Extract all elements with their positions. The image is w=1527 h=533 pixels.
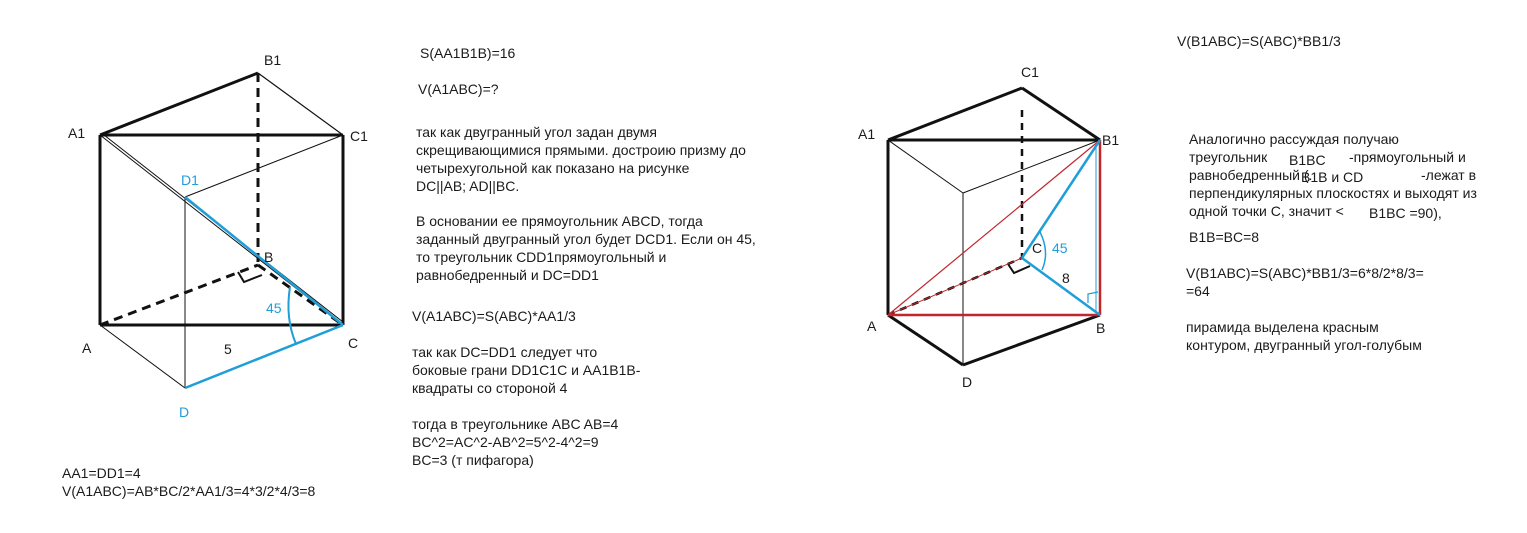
edge-b1-c1 — [258, 73, 343, 135]
r-label-angle-45: 45 — [1052, 240, 1068, 256]
blue-angle-arc — [288, 287, 296, 344]
p1-line-1: так как двугранный угол задан двумя — [416, 124, 657, 140]
edge-a-b-hidden — [100, 265, 258, 325]
r-line-2a: треугольник — [1189, 149, 1268, 165]
r-line-3a: равнобедренный (. — [1189, 167, 1313, 183]
p2-line-1: В основании ее прямоугольник ABCD, тогда — [416, 213, 703, 229]
r-line-3b: B1B и CD — [1301, 169, 1364, 185]
r-label-d: D — [962, 374, 973, 390]
r-line-2b: B1BC — [1289, 152, 1326, 168]
formula-a1abc: V(A1ABC)=S(ABC)*AA1/3 — [412, 308, 576, 324]
left-prism — [100, 73, 343, 388]
label-a1: A1 — [68, 125, 86, 141]
r-line-1: Аналогично рассуждая получаю — [1189, 131, 1399, 147]
edge-a-d — [100, 325, 185, 388]
label-b: B — [264, 249, 274, 265]
p3-line-3: квадраты со стороной 4 — [412, 380, 568, 396]
r-edge-d1-b1 — [963, 140, 1100, 193]
p4-line-1: тогда в треугольнике ABC AB=4 — [412, 416, 619, 432]
p1-line-3: четырехугольной как показано на рисунке — [416, 160, 690, 176]
r-line-4: перпендикулярных плоскостях и выходят из — [1189, 185, 1477, 201]
label-b1: B1 — [264, 52, 282, 68]
p3-line-2: боковые грани DD1C1C и AA1B1B- — [412, 362, 641, 378]
p3-line-1: так как DC=DD1 следует что — [412, 344, 598, 360]
r-eq: B1B=BC=8 — [1189, 229, 1260, 245]
r-formula: V(B1ABC)=S(ABC)*BB1/3 — [1177, 33, 1341, 49]
label-a: A — [82, 340, 92, 356]
r-label-c1: C1 — [1021, 64, 1039, 80]
r-vol-1: V(B1ABC)=S(ABC)*BB1/3=6*8/2*8/3= — [1186, 265, 1424, 281]
p2-line-3: то треугольник CDD1прямоугольный и — [416, 249, 667, 265]
right-prism — [888, 88, 1100, 365]
edge-d1-c1 — [185, 135, 343, 197]
r-edge-a1-d1 — [888, 140, 963, 193]
r-line-5a: одной точки C, значит < — [1189, 203, 1344, 219]
label-d1: D1 — [181, 172, 199, 188]
r-edge-c1-b1 — [1022, 88, 1100, 140]
r-line-3c: -лежат в — [1421, 167, 1477, 183]
r-edge-d-b — [963, 315, 1100, 365]
p4-line-2: BC^2=AC^2-AB^2=5^2-4^2=9 — [412, 434, 599, 450]
r-vol-2: =64 — [1186, 283, 1210, 299]
r-right-angle-mark — [1008, 264, 1030, 273]
p2-line-2: заданный двугранный угол будет DCD1. Если он 45, — [416, 231, 756, 247]
r-edge-a1-c1 — [888, 88, 1022, 140]
r-line-5b: B1BC =90), — [1369, 205, 1442, 221]
r-line-2c: -прямоугольный и — [1349, 149, 1466, 165]
p1-line-2: скрещивающимися прямыми. достроию призму до — [416, 142, 746, 158]
label-ac-length: 5 — [224, 341, 232, 357]
label-c: C — [348, 335, 359, 351]
r-label-b: B — [1096, 320, 1106, 336]
r-edge-a-d — [888, 315, 963, 365]
r-label-a: A — [867, 318, 877, 334]
r-note-1: пирамида выделена красным — [1186, 319, 1379, 335]
red-a-c — [888, 258, 1022, 315]
label-d: D — [179, 404, 190, 420]
p2-line-4: равнобедренный и DC=DD1 — [416, 267, 599, 283]
label-c1: C1 — [350, 128, 368, 144]
under-text-line-1: AA1=DD1=4 — [62, 465, 141, 481]
r-label-a1: A1 — [858, 126, 876, 142]
question: V(A1ABC)=? — [418, 81, 499, 97]
r-label-c: C — [1032, 240, 1043, 256]
blue-d-c — [185, 325, 343, 388]
p1-line-4: DC||AB; AD||BC. — [416, 178, 520, 194]
label-angle-45: 45 — [266, 300, 282, 316]
red-a-b1 — [888, 140, 1100, 315]
edge-a1-b1 — [100, 73, 258, 135]
blue-c-b — [1022, 258, 1100, 315]
under-text-line-2: V(A1ABC)=AB*BC/2*AA1/3=4*3/2*4/3=8 — [62, 483, 316, 499]
p4-line-3: BC=3 (т пифагора) — [412, 452, 534, 468]
r-label-cb-length: 8 — [1062, 270, 1070, 286]
r-label-b1: B1 — [1102, 132, 1120, 148]
right-angle-mark — [238, 272, 262, 282]
r-note-2: контуром, двугранный угол-голубым — [1186, 337, 1422, 353]
given-area: S(AA1B1B)=16 — [420, 45, 516, 61]
